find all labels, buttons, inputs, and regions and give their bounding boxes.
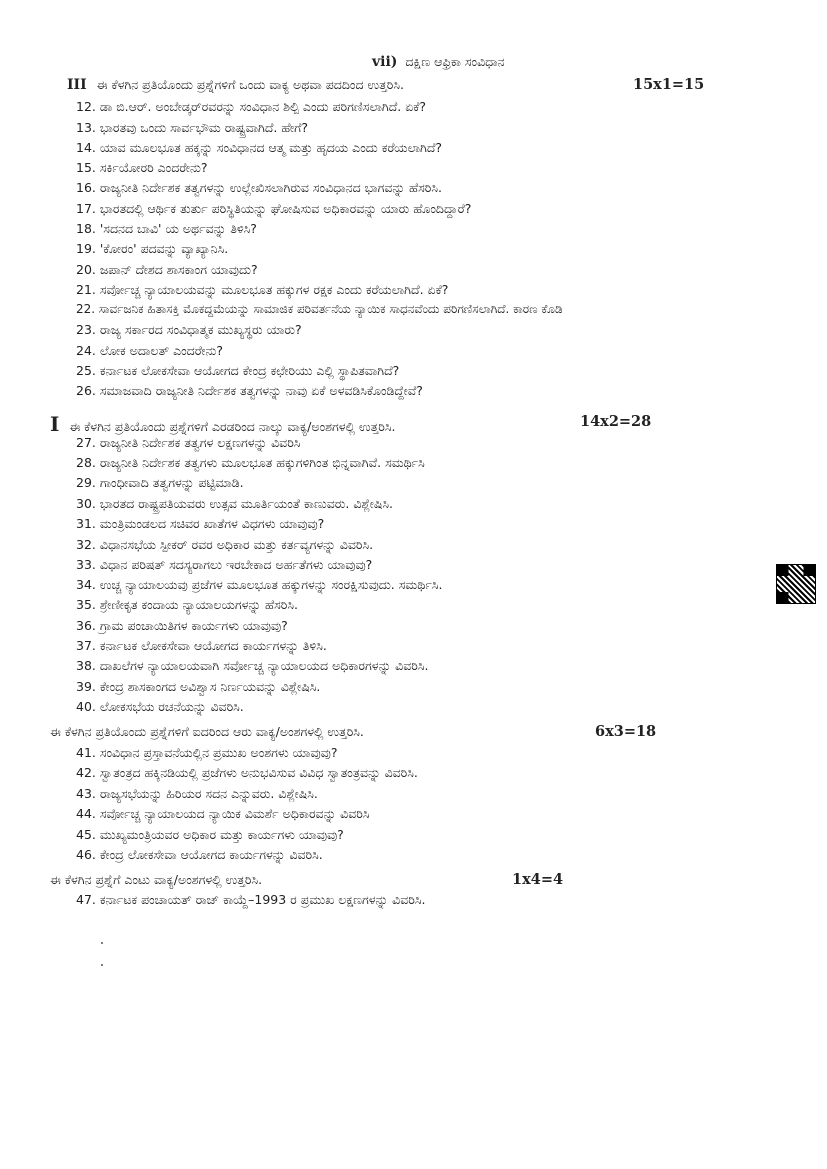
question-number: 37. (76, 638, 96, 653)
question-number: 16. (76, 180, 96, 195)
question-text: ಶ್ರೇಣೀಕೃತ ಕಂದಾಯ ನ್ಯಾಯಾಲಯಗಳನ್ನು ಹೆಸರಿಸಿ. (99, 597, 299, 612)
question-number: 46. (76, 847, 96, 862)
question-item (76, 638, 327, 654)
question-number: 43. (76, 786, 96, 801)
question-number: 41. (76, 745, 96, 760)
question-item (76, 847, 323, 863)
question-text: ಸರ್ವೋಚ್ಚ ನ್ಯಾಯಾಲಯವನ್ನು ಮೂಲಭೂತ ಹಕ್ಕುಗಳ ರಕ್ಷಕ ಎಂದು ಕರೆಯಲಾಗಿದೆ. ಏಕೆ? (99, 282, 449, 297)
question-number: 29. (76, 475, 96, 490)
question-text: ಲೋಕಸಭೆಯ ರಚನೆಯನ್ನು ವಿವರಿಸಿ. (99, 699, 244, 714)
question-text: ಕೇಂದ್ರ ಲೋಕಸೇವಾ ಆಯೋಗದ ಕಾರ್ಯಗಳನ್ನು ವಿವರಿಸಿ. (99, 847, 323, 862)
section-instruction: ಈ ಕೆಳಗಿನ ಪ್ರಶ್ನೆಗೆ ಎಂಟು ವಾಕ್ಯ/ಅಂಶಗಳಲ್ಲಿ ಉತ್ತರಿಸಿ. (50, 872, 263, 887)
question-text: ಕರ್ನಾಟಕ ಲೋಕಸೇವಾ ಆಯೋಗದ ಕೇಂದ್ರ ಕಛೇರಿಯು ಎಲ್ಲಿ ಸ್ಥಾಪಿತವಾಗಿದೆ? (99, 363, 400, 378)
question-item (76, 537, 373, 553)
section-instruction: ಈ ಕೆಳಗಿನ ಪ್ರತಿಯೊಂದು ಪ್ರಶ್ನೆಗಳಿಗೆ ಒಂದು ವಾಕ್ಯ ಅಥವಾ ಪದದಿಂದ ಉತ್ತರಿಸಿ. (96, 77, 404, 92)
question-number: 34. (76, 577, 96, 592)
question-item (76, 302, 563, 317)
question-item (76, 241, 228, 257)
question-number: 15. (76, 160, 96, 175)
question-item (76, 597, 298, 613)
section-roman: I (50, 412, 60, 436)
question-number: 19. (76, 241, 96, 256)
section-3-marks-heading (50, 724, 364, 740)
question-number: 40. (76, 699, 96, 714)
question-text: ಗಾಂಧೀವಾದಿ ತತ್ವಗಳನ್ನು ಪಟ್ಟಿಮಾಡಿ. (99, 475, 244, 490)
question-text: ರಾಜ್ಯನೀತಿ ನಿರ್ದೇಶಕ ತತ್ವಗಳು ಮೂಲಭೂತ ಹಕ್ಕುಗಳಿಗಿಂತ ಭಿನ್ನವಾಗಿವೆ. ಸಮರ್ಥಿಸಿ (99, 455, 425, 470)
question-item (76, 455, 425, 471)
question-text: ದಾಖಲೆಗಳ ನ್ಯಾಯಾಲಯವಾಗಿ ಸರ್ವೋಚ್ಚ ನ್ಯಾಯಾಲಯದ ಅಧಿಕಾರಗಳನ್ನು ವಿವರಿಸಿ. (99, 658, 429, 673)
question-item (76, 827, 344, 843)
question-item (76, 120, 308, 136)
question-item (76, 322, 302, 338)
top-item-text: ದಕ್ಷಿಣ ಆಫ್ರಿಕಾ ಸಂವಿಧಾನ (405, 54, 505, 69)
question-text: ಡಾ ಬಿ.ಆರ್. ಅಂಬೇಡ್ಕರ್‌ರವರನ್ನು ಸಂವಿಧಾನ ಶಿಲ್ಪಿ ಎಂದು ಪರಿಗಣಿಸಲಾಗಿದೆ. ಏಕೆ? (99, 99, 427, 114)
section-1-heading (50, 412, 395, 436)
question-item (76, 516, 324, 532)
question-item (76, 577, 442, 593)
question-number: 21. (76, 282, 96, 297)
question-number: 47. (76, 892, 96, 907)
question-number: 45. (76, 827, 96, 842)
question-item (76, 679, 320, 695)
question-number: 38. (76, 658, 96, 673)
question-number: 20. (76, 262, 96, 277)
question-item (76, 658, 428, 674)
question-text: ಲೋಕ ಅದಾಲತ್ ಎಂದರೇನು? (99, 343, 224, 358)
question-text: ಮಂತ್ರಿಮಂಡಲದ ಸಚಿವರ ಖಾತೆಗಳ ವಿಧಗಳು ಯಾವುವು? (99, 516, 325, 531)
question-text: ಸ್ವಾತಂತ್ರದ ಹಕ್ಕಿನಡಿಯಲ್ಲಿ ಪ್ರಜೆಗಳು ಅನುಭವಿಸುವ ವಿವಿಧ ಸ್ವಾತಂತ್ರವನ್ನು ವಿವರಿಸಿ. (99, 765, 418, 780)
question-item (76, 99, 426, 115)
section-marks: 6x3=18 (595, 723, 657, 740)
question-item (76, 618, 288, 634)
question-number: 17. (76, 201, 96, 216)
question-item (76, 180, 442, 196)
section-marks: 14x2=28 (580, 413, 652, 430)
question-number: 28. (76, 455, 96, 470)
question-number: 23. (76, 322, 96, 337)
question-number: 31. (76, 516, 96, 531)
section-3-heading (67, 77, 404, 93)
question-item (76, 557, 372, 573)
question-text: ಯಾವ ಮೂಲಭೂತ ಹಕ್ಕನ್ನು ಸಂವಿಧಾನದ ಆತ್ಮ ಮತ್ತು ಹೃದಯ ಎಂದು ಕರೆಯಲಾಗಿದೆ? (99, 140, 443, 155)
question-text: ರಾಜ್ಯನೀತಿ ನಿರ್ದೇಶಕ ತತ್ವಗಳ ಲಕ್ಷಣಗಳನ್ನು ವಿವರಿಸಿ (99, 435, 301, 450)
question-number: 36. (76, 618, 96, 633)
stray-dot (101, 942, 103, 944)
question-number: 27. (76, 435, 96, 450)
question-number: 33. (76, 557, 96, 572)
question-number: 44. (76, 806, 96, 821)
section-marks: 1x4=4 (512, 871, 564, 888)
question-item (76, 262, 258, 278)
question-text: ಉಚ್ಚ ನ್ಯಾಯಾಲಯವು ಪ್ರಜೆಗಳ ಮೂಲಭೂತ ಹಕ್ಕುಗಳನ್ನು ಸಂರಕ್ಷಿಸುವುದು. ಸಮರ್ಥಿಸಿ. (99, 577, 443, 592)
section-4-marks-heading (50, 872, 262, 888)
top-item-label: vii) (372, 54, 398, 70)
section-instruction: ಈ ಕೆಳಗಿನ ಪ್ರತಿಯೊಂದು ಪ್ರಶ್ನೆಗಳಿಗೆ ಎರಡರಿಂದ ನಾಲ್ಕು ವಾಕ್ಯ/ಅಂಶಗಳಲ್ಲಿ ಉತ್ತರಿಸಿ. (69, 419, 396, 434)
question-text: ಸಮಾಜವಾದಿ ರಾಜ್ಯನೀತಿ ನಿರ್ದೇಶಕ ತತ್ವಗಳನ್ನು ನಾವು ಏಕೆ ಅಳವಡಿಸಿಕೊಂಡಿದ್ದೇವೆ? (99, 383, 423, 398)
question-number: 32. (76, 537, 96, 552)
section-instruction: ಈ ಕೆಳಗಿನ ಪ್ರತಿಯೊಂದು ಪ್ರಶ್ನೆಗಳಿಗೆ ಐದರಿಂದ ಆರು ವಾಕ್ಯ/ಅಂಶಗಳಲ್ಲಿ ಉತ್ತರಿಸಿ. (50, 724, 364, 739)
question-item (76, 745, 337, 761)
question-item (76, 221, 257, 237)
question-item (76, 892, 425, 908)
question-number: 42. (76, 765, 96, 780)
question-text: ರಾಜ್ಯಸಭೆಯನ್ನು ಹಿರಿಯರ ಸದನ ಎನ್ನುವರು. ವಿಶ್ಲೇಷಿಸಿ. (99, 786, 318, 801)
question-text: ಮುಖ್ಯಮಂತ್ರಿಯವರ ಅಧಿಕಾರ ಮತ್ತು ಕಾರ್ಯಗಳು ಯಾವುವು? (99, 827, 344, 842)
question-item (76, 435, 300, 451)
question-item (76, 699, 244, 715)
section-roman: III (67, 77, 87, 93)
question-text: 'ಕೋರಂ' ಪದವನ್ನು ವ್ಯಾಖ್ಯಾನಿಸಿ. (99, 241, 229, 256)
question-number: 26. (76, 383, 96, 398)
question-text: ಭಾರತದ ರಾಷ್ಟ್ರಪತಿಯವರು ಉತ್ಸವ ಮೂರ್ತಿಯಂತೆ ಕಾಣುವರು. ವಿಶ್ಲೇಷಿಸಿ. (99, 496, 393, 511)
question-text: ಭಾರತದಲ್ಲಿ ಆರ್ಥಿಕ ತುರ್ತು ಪರಿಸ್ಥಿತಿಯನ್ನು ಘೋಷಿಸುವ ಅಧಿಕಾರವನ್ನು ಯಾರು ಹೊಂದಿದ್ದಾರೆ? (99, 201, 472, 216)
section-marks: 15x1=15 (633, 76, 705, 93)
question-text: ರಾಜ್ಯ ಸರ್ಕಾರದ ಸಂವಿಧಾತ್ಮಕ ಮುಖ್ಯಸ್ಥರು ಯಾರು? (99, 322, 302, 337)
question-number: 25. (76, 363, 96, 378)
question-text: ಸಾರ್ವಜನಿಕ ಹಿತಾಸಕ್ತಿ ಮೊಕದ್ದಮೆಯನ್ನು ಸಾಮಾಜಿಕ ಪರಿವರ್ತನೆಯ ನ್ಯಾಯಿಕ ಸಾಧನವೆಂದು ಪರಿಗಣಿಸಲಾಗಿದೆ. ಕಾರಣ ಕೊಡಿ (98, 302, 563, 316)
question-text: ಸರ್ಕಿಯೋರರಿ ಎಂದರೇನು? (99, 160, 208, 175)
question-text: ರಾಜ್ಯನೀತಿ ನಿರ್ದೇಶಕ ತತ್ವಗಳನ್ನು ಉಲ್ಲೇಖಿಸಲಾಗಿರುವ ಸಂವಿಧಾನದ ಭಾಗವನ್ನು ಹೆಸರಿಸಿ. (99, 180, 442, 195)
question-text: 'ಸದನದ ಬಾವಿ' ಯ ಅರ್ಥವನ್ನು ತಿಳಿಸಿ? (99, 221, 257, 236)
question-item (76, 140, 442, 156)
question-text: ಗ್ರಾಮ ಪಂಚಾಯಿತಿಗಳ ಕಾರ್ಯಗಳು ಯಾವುವು? (99, 618, 288, 633)
question-item (76, 383, 423, 399)
question-item (76, 363, 399, 379)
question-number: 13. (76, 120, 96, 135)
question-item (76, 160, 208, 176)
question-number: 35. (76, 597, 96, 612)
question-text: ಕೇಂದ್ರ ಶಾಸಕಾಂಗದ ಅವಿಶ್ವಾಸ ನಿರ್ಣಯವನ್ನು ವಿಶ್ಲೇಷಿಸಿ. (99, 679, 321, 694)
question-item (76, 496, 393, 512)
question-number: 12. (76, 99, 96, 114)
question-item (76, 765, 418, 781)
question-number: 39. (76, 679, 96, 694)
question-text: ಕರ್ನಾಟಕ ಪಂಚಾಯತ್ ರಾಜ್ ಕಾಯ್ದೆ–1993 ರ ಪ್ರಮುಖ ಲಕ್ಷಣಗಳನ್ನು ವಿವರಿಸಿ. (99, 892, 426, 907)
question-item (76, 475, 244, 491)
question-text: ಜಪಾನ್ ದೇಶದ ಶಾಸಕಾಂಗ ಯಾವುದು? (99, 262, 258, 277)
question-text: ಸರ್ವೋಚ್ಚ ನ್ಯಾಯಾಲಯದ ನ್ಯಾಯಿಕ ವಿಮರ್ಶೆ ಅಧಿಕಾರವನ್ನು ವಿವರಿಸಿ (99, 806, 370, 821)
question-number: 30. (76, 496, 96, 511)
question-text: ಸಂವಿಧಾನ ಪ್ರಸ್ತಾವನೆಯಲ್ಲಿನ ಪ್ರಮುಖ ಅಂಶಗಳು ಯಾವುವು? (99, 745, 338, 760)
question-number: 24. (76, 343, 96, 358)
question-number: 22. (76, 302, 96, 316)
stray-dot (101, 964, 103, 966)
question-text: ವಿಧಾನಸಭೆಯ ಸ್ಪೀಕರ್ ರವರ ಅಧಿಕಾರ ಮತ್ತು ಕರ್ತವ್ಯಗಳನ್ನು ವಿವರಿಸಿ. (99, 537, 374, 552)
question-text: ಕರ್ನಾಟಕ ಲೋಕಸೇವಾ ಆಯೋಗದ ಕಾರ್ಯಗಳನ್ನು ತಿಳಿಸಿ. (99, 638, 327, 653)
top-item (372, 54, 505, 70)
question-item (76, 806, 370, 822)
question-item (76, 343, 223, 359)
qr-code-icon (776, 564, 816, 604)
question-text: ಭಾರತವು ಒಂದು ಸಾರ್ವಭೌಮ ರಾಷ್ಟ್ರವಾಗಿದೆ. ಹೇಗೆ? (99, 120, 309, 135)
question-number: 14. (76, 140, 96, 155)
question-text: ವಿಧಾನ ಪರಿಷತ್ ಸದಸ್ಯರಾಗಲು ಇರಬೇಕಾದ ಅರ್ಹತೆಗಳು ಯಾವುವು? (99, 557, 373, 572)
question-number: 18. (76, 221, 96, 236)
question-item (76, 282, 448, 298)
question-item (76, 201, 471, 217)
question-item (76, 786, 318, 802)
